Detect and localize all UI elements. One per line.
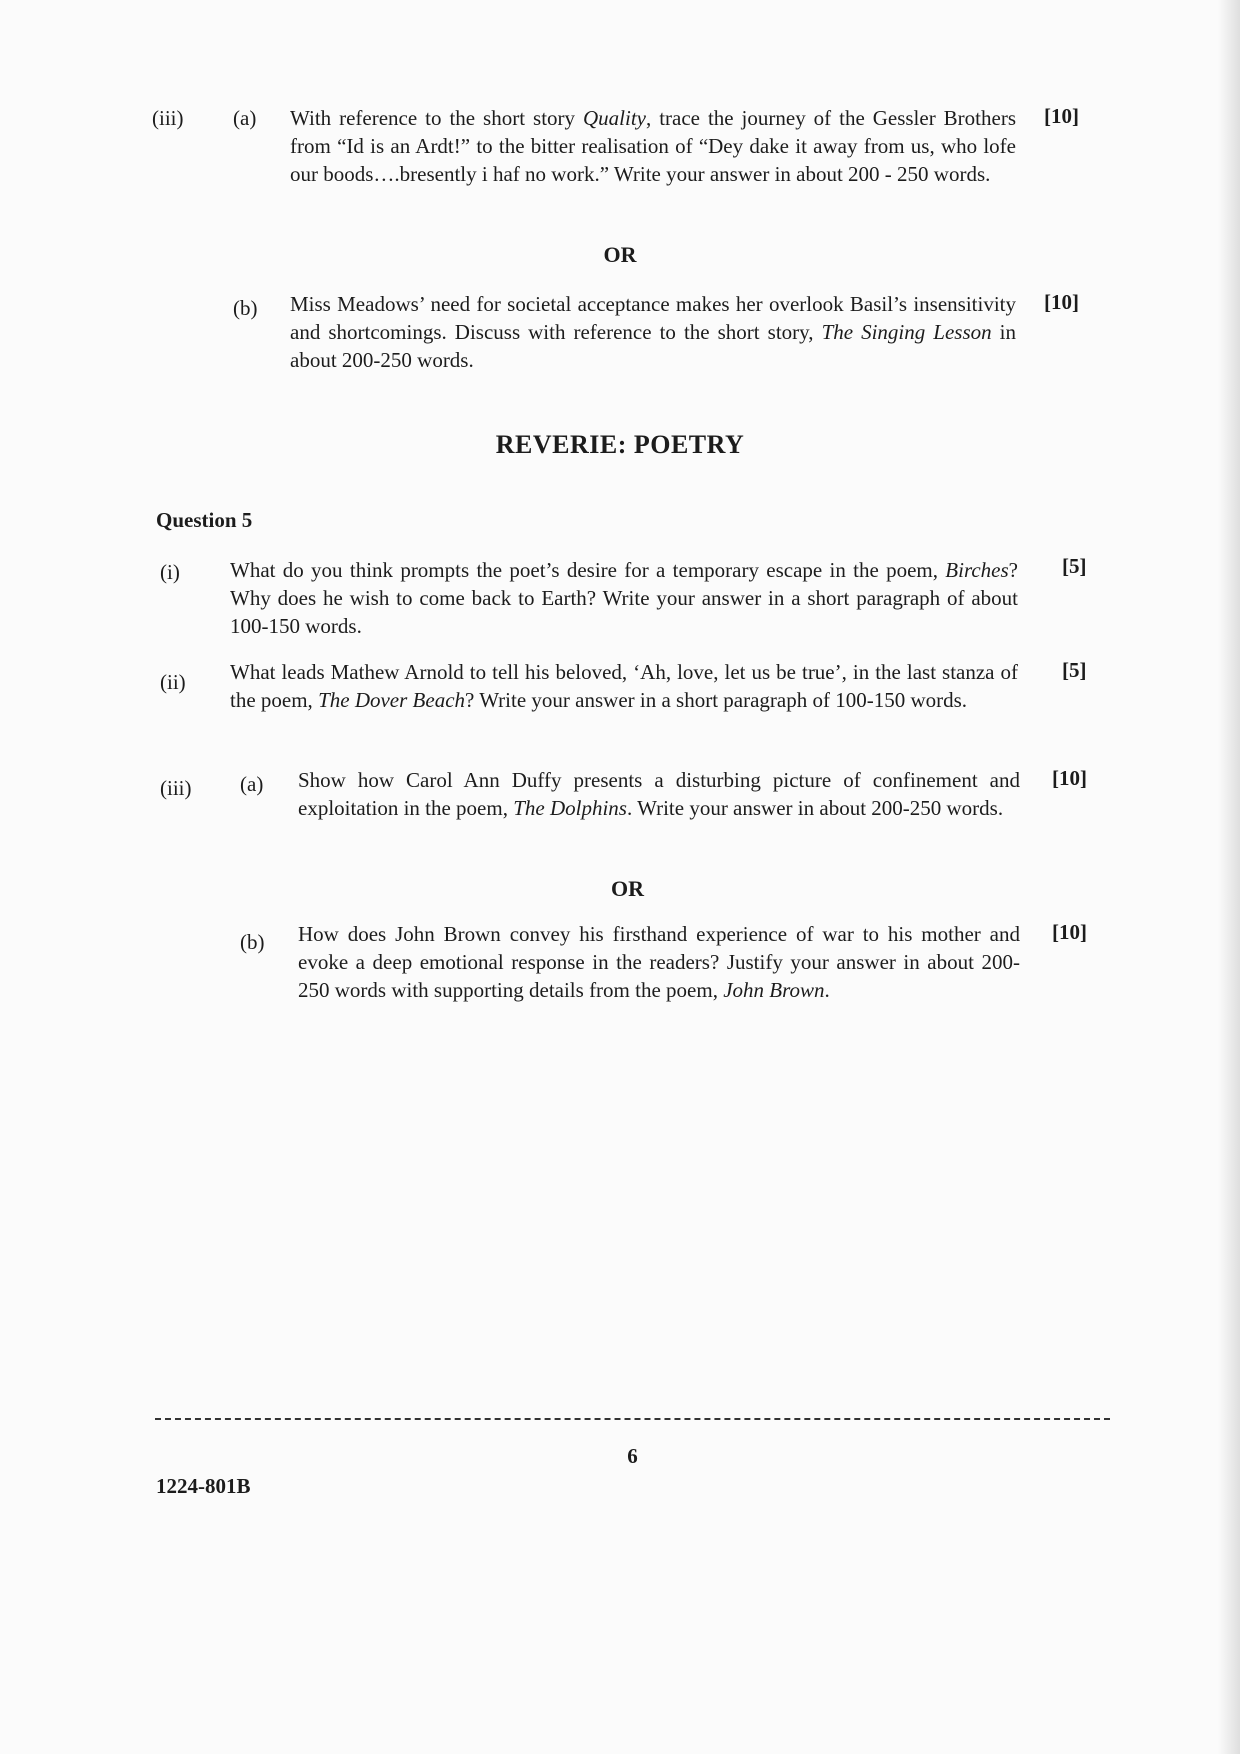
page-number: 6 xyxy=(627,1444,638,1468)
question-iii-b-text: Miss Meadows’ need for societal acceptance makes her overlook Basil’s insensitivity and shortcomings. Discuss with reference to the short story, The Singing Lesson in about 200-250 words. xyxy=(290,292,1016,372)
poem-title-dover-beach: The Dover Beach xyxy=(318,688,466,712)
question-iii-b-text: How does John Brown convey his firsthand experience of war to his mother and evoke a deep emotional response in the readers? Justify your answer in about 200-250 words with supporting details from the poem, John Brown. xyxy=(298,922,1020,1002)
option-a-label: (a) xyxy=(233,106,257,130)
option-b-label: (b) xyxy=(240,930,265,954)
question-i-label: (i) xyxy=(160,560,180,584)
story-title-quality: Quality xyxy=(582,106,646,130)
marks-badge: [10] xyxy=(1052,766,1087,790)
option-a-label: (a) xyxy=(240,772,264,796)
story-title-singing-lesson: The Singing Lesson xyxy=(821,320,992,344)
question-label: Question 5 xyxy=(156,508,253,532)
marks-badge: [5] xyxy=(1062,658,1087,682)
question-ii-text: What leads Mathew Arnold to tell his beloved, ‘Ah, love, let us be true’, in the last stanza of the poem, The Dover Beach? Write your answer in a short paragraph of 100-150 words. xyxy=(230,660,1018,712)
marks-badge: [10] xyxy=(1052,920,1087,944)
question-iii-label: (iii) xyxy=(152,106,184,130)
poem-title-dolphins: The Dolphins xyxy=(513,796,627,820)
marks-badge: [10] xyxy=(1044,290,1079,314)
question-ii-label: (ii) xyxy=(160,670,186,694)
question-iii-a-text: Show how Carol Ann Duffy presents a disturbing picture of confinement and exploitation in the poem, The Dolphins. Write your answer in about 200-250 words. xyxy=(298,768,1020,820)
option-b-label: (b) xyxy=(233,296,258,320)
poem-title-john-brown: John Brown xyxy=(723,978,825,1002)
question-i-text: What do you think prompts the poet’s desire for a temporary escape in the poem, Birches? Why does he wish to come back to Earth? Write your answer in a short paragraph of about 100-150 words. xyxy=(230,558,1018,638)
marks-badge: [5] xyxy=(1062,554,1087,578)
poem-title-birches: Birches xyxy=(945,558,1009,582)
question-iii-label: (iii) xyxy=(160,776,192,800)
question-iii-a-text: With reference to the short story Quality, trace the journey of the Gessler Brothers from “Id is an Ardt!” to the bitter realisation of “Dey dake it away from us, who lofe our boods….bresently i haf no work.” Write your answer in about 200 - 250 words. xyxy=(290,106,1016,186)
marks-badge: [10] xyxy=(1044,104,1079,128)
paper-code: 1224-801B xyxy=(156,1474,251,1498)
section-heading: REVERIE: POETRY xyxy=(495,430,745,459)
footer-divider xyxy=(155,1418,1110,1420)
or-separator: OR xyxy=(611,876,644,901)
or-separator: OR xyxy=(603,242,637,267)
